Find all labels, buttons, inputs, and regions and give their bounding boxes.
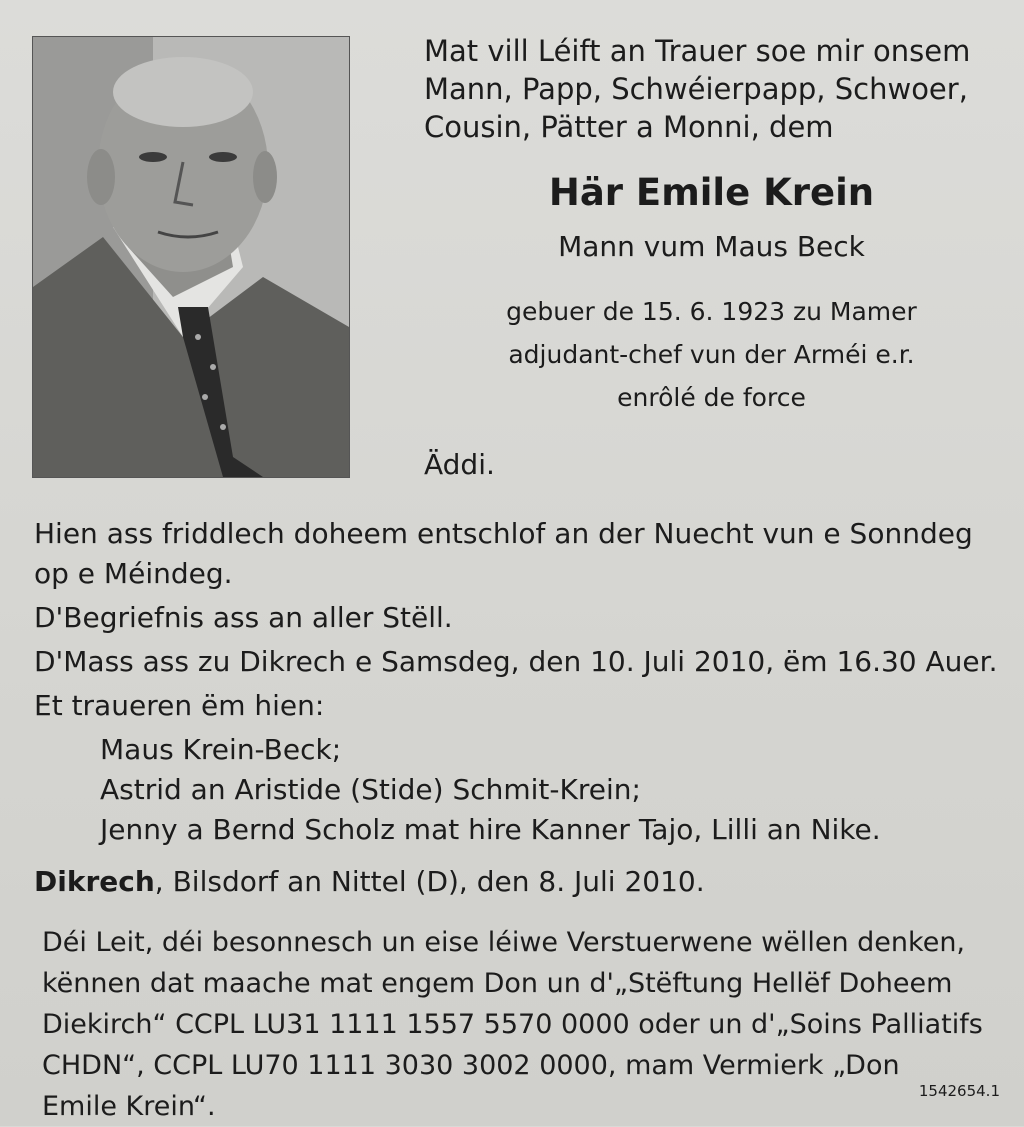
death-notice [34,514,999,594]
list-item: Jenny a Bernd Scholz mat hire Kanner Tajo, Lilli an Nike. [100,813,881,846]
mourners-list [34,730,999,850]
list-item: Maus Krein-Beck; [100,733,342,766]
donation-line: kënnen dat maache mat engem Don un d'„Stëftung Hellëf Doheem [42,968,953,999]
portrait-illustration [33,37,349,477]
place-rest: , Bilsdorf an Nittel (D), den 8. Juli 2010. [154,865,705,898]
place-date-line [34,862,999,902]
status-line: enrôlé de force [617,383,806,412]
rank-line: adjudant-chef vun der Arméi e.r. [508,340,915,369]
reference-number: 1542654.1 [918,1082,1000,1100]
mass-notice: D'Mass ass zu Dikrech e Samsdeg, den 10. Juli 2010, ëm 16.30 Auer. [34,645,998,678]
deceased-name: Här Emile Krein [548,171,875,214]
place-name: Dikrech [34,865,155,898]
spouse-line: Mann vum Maus Beck [558,230,865,263]
donation-line: Déi Leit, déi besonnesch un eise léiwe Verstuerwene wëllen denken, [42,927,966,958]
intro-line: Mat vill Léift an Trauer soe mir onsem [424,34,971,68]
announcement-body [34,514,999,906]
donation-line: CHDN“, CCPL LU70 1111 3030 3002 0000, mam Vermierk „Don [42,1050,900,1081]
burial-notice: D'Begriefnis ass an aller Stëll. [34,601,453,634]
intro-text [424,32,994,146]
donation-text [42,922,1000,1127]
death-notice-line: op e Méindeg. [34,557,233,590]
intro-line: Mann, Papp, Schwéierpapp, Schwoer, [424,72,968,106]
farewell-text: Äddi. [424,448,495,481]
birth-line: gebuer de 15. 6. 1923 zu Mamer [506,297,917,326]
donation-line: Emile Krein“. [42,1091,216,1122]
mourners-heading: Et traueren ëm hien: [34,689,325,722]
deceased-details [424,290,999,419]
donation-line: Diekirch“ CCPL LU31 1111 1557 5570 0000 oder un d'„Soins Palliatifs [42,1009,983,1040]
list-item: Astrid an Aristide (Stide) Schmit-Krein; [100,773,641,806]
death-notice-line: Hien ass friddlech doheem entschlof an der Nuecht vun e Sonndeg [34,517,973,550]
intro-line: Cousin, Pätter a Monni, dem [424,110,834,144]
portrait-photo [32,36,350,478]
